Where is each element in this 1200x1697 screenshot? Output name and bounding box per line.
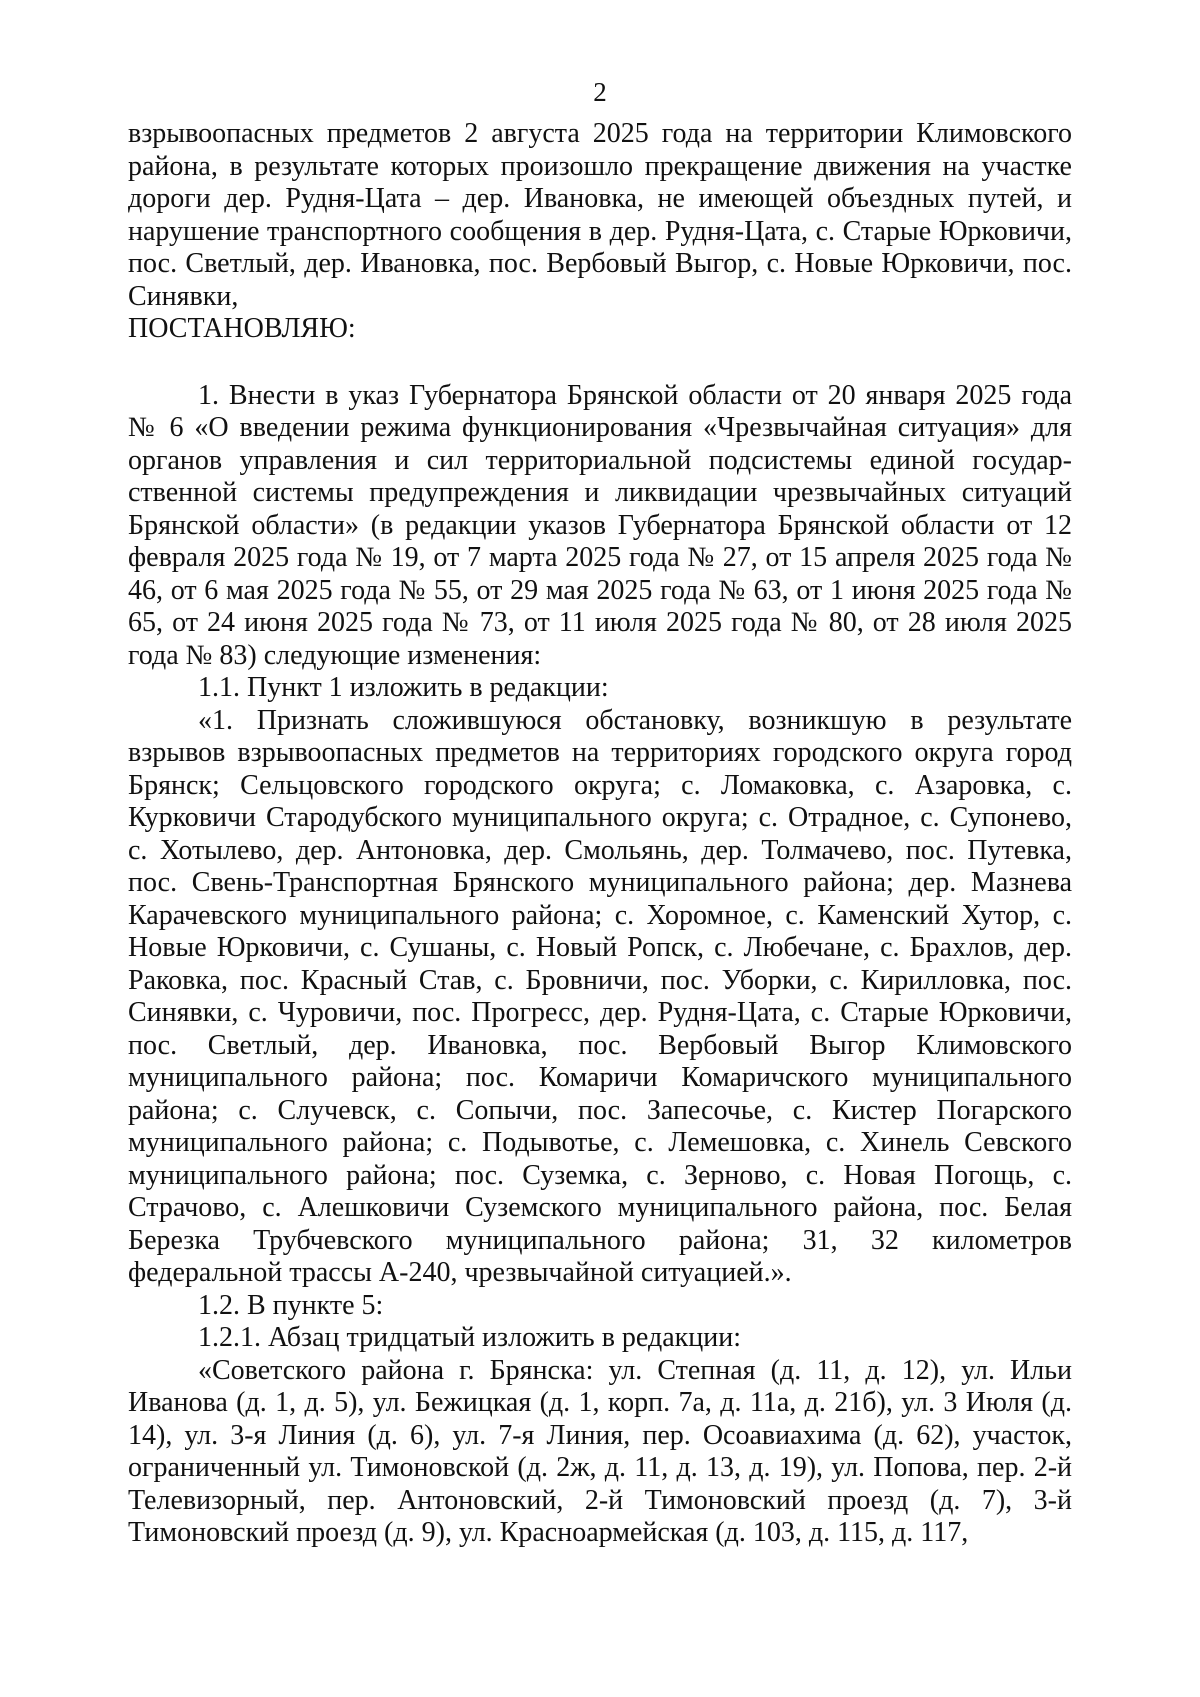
- clause-1-2-heading: 1.2. В пункте 5:: [198, 1289, 384, 1321]
- clause-1-2-1-heading: 1.2.1. Абзац тридцатый изложить в редакции:: [198, 1322, 741, 1353]
- clause-1-2-1-text: «Советского района г. Брянска: ул. Степная (д. 11, д. 12), ул. Ильи Иванова (д. 1, д. 5), ул. Бежицкая (д. 1, корп. 7а, д. 11а, д. 21б), ул. 3 Июля (д. 14), ул. 3-я Линия (д. 6), ул. 7-я Линия, пер. Осоавиахима (д. 62), участок, ограниченный ул. Тимоновской (д. 2ж, д. 11, д. 13, д. 19), ул. Попова, пер. 2-й Телевизорный, пер. Антоновский, 2-й Тимоновский проезд (д. 7), 3-й Тимоновский проезд (д. 9), ул. Красноармейская (д. 103, д. 115, д. 117,: [128, 1354, 1072, 1548]
- document-body: [128, 118, 1072, 1550]
- decree-heading: ПОСТАНОВЛЯЮ:: [128, 313, 356, 344]
- clause-1: 1. Внести в указ Губернатора Брянской области от 20 января 2025 года № 6 «О введении режима функционирования «Чрезвычайная ситуация» для органов управления и сил территориальной подсистемы единой государ-ственной системы предупреждения и ликвидации чрезвычайных ситуаций Брянской области» (в редакции указов Губернатора Брянской области от 12 февраля 2025 года № 19, от 7 марта 2025 года № 27, от 15 апреля 2025 года № 46, от 6 мая 2025 года № 55, от 29 мая 2025 года № 63, от 1 июня 2025 года № 65, от 24 июня 2025 года № 73, от 11 июля 2025 года № 80, от 28 июля 2025 года № 83) следующие изменения:: [128, 379, 1072, 671]
- clause-1-1-heading: 1.1. Пункт 1 изложить в редакции:: [198, 672, 609, 703]
- page-number: 2: [593, 77, 607, 107]
- preamble-paragraph: взрывоопасных предметов 2 августа 2025 года на территории Климовского района, в результате которых произошло прекращение движения на участке дороги дер. Рудня-Цата – дер. Ивановка, не имеющей объездных путей, и нарушение транспортного сообщения в дер. Рудня-Цата, с. Старые Юрковичи, пос. Светлый, дер. Ивановка, пос. Вербовый Выгор, с. Новые Юрковичи, пос. Синявки,: [128, 118, 1072, 312]
- paragraph-gap: [128, 346, 1072, 380]
- clause-1-1-text: «1. Признать сложившуюся обстановку, возникшую в результате взрывов взрывоопасных предметов на территориях городского округа город Брянск; Сельцовского городского округа; с. Ломаковка, с. Азаровка, с. Курковичи Стародубского муниципального округа; с. Отрадное, с. Супонево, с. Хотылево, дер. Антоновка, дер. Смольянь, дер. Толмачево, пос. Путевка, пос. Свень-Транспортная Брянского муниципального района; дер. Мазнева Карачевского муниципального района; с. Хоромное, с. Каменский Хутор, с. Новые Юрковичи, с. Сушаны, с. Новый Ропск, с. Любечане, с. Брахлов, дер. Раковка, пос. Красный Став, с. Бровничи, пос. Уборки, с. Кирилловка, пос. Синявки, с. Чуровичи, пос. Прогресс, дер. Рудня-Цата, с. Старые Юрковичи, пос. Светлый, дер. Ивановка, пос. Вербовый Выгор Климовского муниципального района; пос. Комаричи Комаричского муниципального района; с. Случевск, с. Сопычи, пос. Запесочье, с. Кистер Погарского муниципального района; с. Подывотье, с. Лемешовка, с. Хинель Севского муниципального района; пос. Суземка, с. Зерново, с. Новая Погощь, с. Страчово, с. Алешковичи Суземского муниципального района, пос. Белая Березка Трубчевского муниципального района; 31, 32 километров федеральной трассы А-240, чрезвычайной ситуацией.».: [128, 704, 1072, 1288]
